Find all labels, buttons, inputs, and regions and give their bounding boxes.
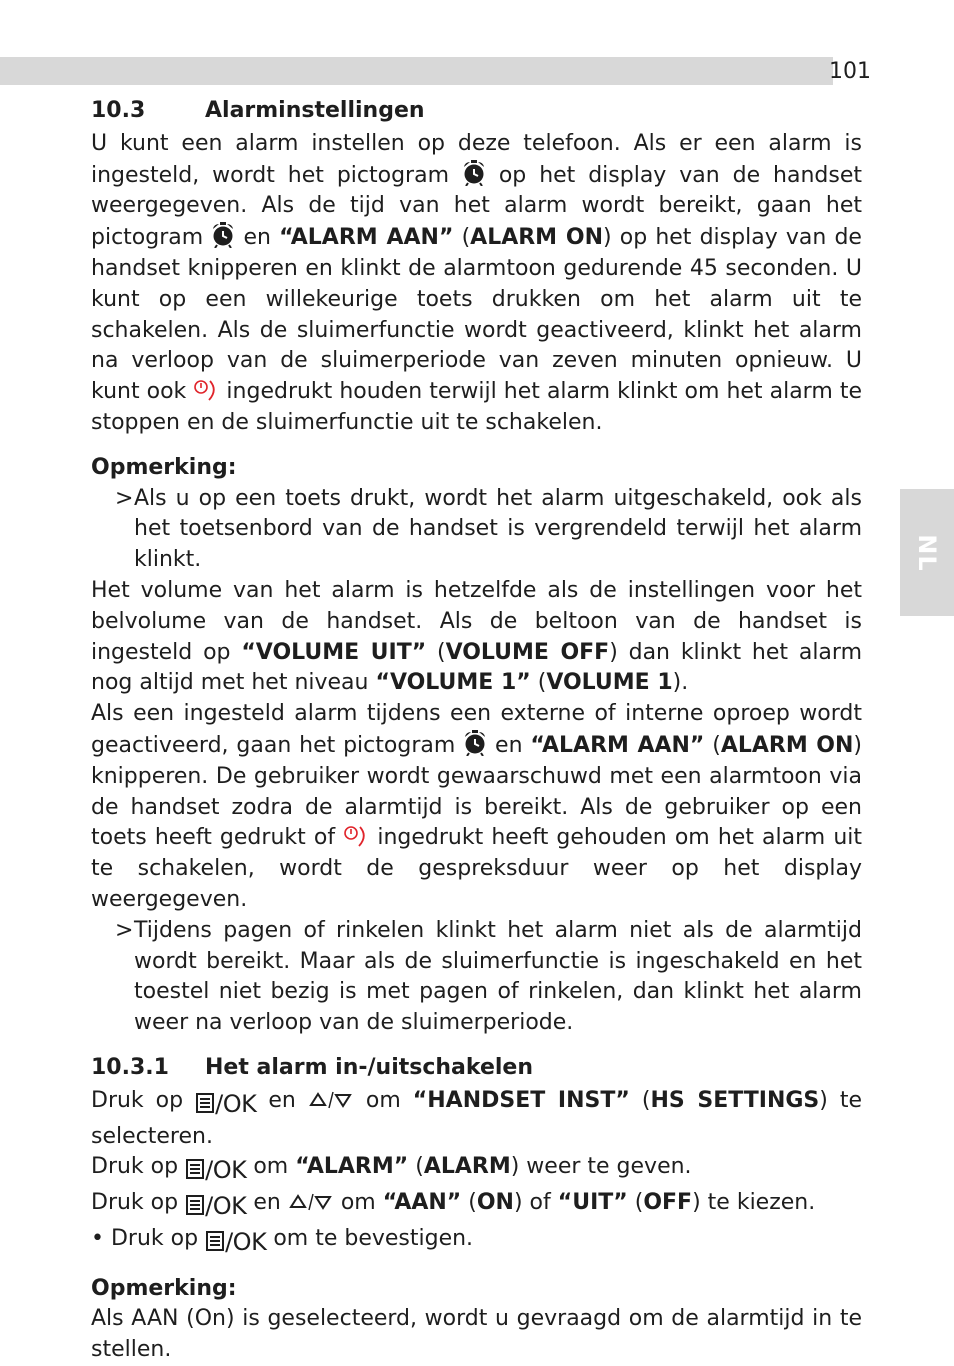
language-tab bbox=[900, 489, 954, 616]
language-tab-label: NL bbox=[913, 533, 941, 572]
subsection-number: 10.3.1 bbox=[91, 1054, 169, 1080]
paragraph-volume: Het volume van het alarm is hetzelfde als de instellingen voor het belvolume van de handset. Als de beltoon van de handset is ingesteld op “VOLUME UIT” (VOLUME OFF) dan klinkt het alarm nog altijd met het niveau “VOLUME 1” (VOLUME 1). bbox=[91, 577, 862, 696]
up-down-arrow-icon bbox=[288, 1191, 334, 1213]
header-bar bbox=[0, 57, 833, 85]
menu-ok-key-icon: /OK bbox=[185, 1157, 246, 1188]
subsection-title: Het alarm in-/uitschakelen bbox=[205, 1054, 533, 1080]
step-1: Druk op /OK en om “HANDSET INST” (HS SETTINGS) te selecteren. bbox=[91, 1087, 863, 1149]
paging-note-marker: > bbox=[115, 917, 134, 943]
bullet-dot: • bbox=[91, 1225, 104, 1251]
note-marker: > bbox=[115, 485, 134, 511]
note-title: Opmerking: bbox=[91, 454, 237, 480]
paragraph-during-call: Als een ingesteld alarm tijdens een externe of interne oproep wordt geactiveerd, gaan het pictogram en “ALARM AAN” (ALARM ON) knipperen. De gebruiker wordt gewaarschuwd met een alarmtoon via de handset zodra de alarmtijd is bereikt. Als de gebruiker op een toets heeft gedrukt of ingedrukt heeft gehouden om het alarm uit te schakelen, wordt de gespreksduur weer op het display weergegeven. bbox=[91, 701, 863, 912]
note-item bbox=[91, 484, 862, 576]
up-down-arrow-icon bbox=[308, 1089, 354, 1111]
section-heading bbox=[91, 96, 862, 127]
menu-ok-key-icon: /OK bbox=[195, 1091, 256, 1122]
power-end-key-icon bbox=[193, 378, 219, 402]
alarm-clock-icon bbox=[463, 730, 487, 756]
page-content bbox=[91, 96, 862, 1366]
step-2: Druk op /OK om “ALARM” (ALARM) weer te geven. bbox=[91, 1152, 862, 1188]
step-4: • Druk op /OK om te bevestigen. bbox=[91, 1224, 862, 1260]
subsection-heading bbox=[91, 1053, 862, 1084]
power-end-key-icon bbox=[343, 824, 369, 848]
paragraph-alarm-intro: U kunt een alarm instellen op deze telefoon. Als er een alarm is ingesteld, wordt het pictogram op het display van de handset weergegeven. Als de tijd van het alarm wordt bereikt, gaan het pictogram en “ALARM AAN” (ALARM ON) op het display van de handset knipperen en klinkt de alarmtoon gedurende 45 seconden. U kunt op een willekeurige toets drukken om het alarm uit te schakelen. Als de sluimerfunctie wordt geactiveerd, klinkt het alarm na verloop van de sluimerperiode van zeven minuten opnieuw. U kunt ook ingedrukt houden terwijl het alarm klinkt om het alarm te stoppen en de sluimerfunctie uit te schakelen. bbox=[91, 130, 862, 435]
section-title: Alarminstellingen bbox=[205, 98, 425, 123]
alarm-clock-icon bbox=[462, 160, 486, 186]
note-text: Als u op een toets drukt, wordt het alarm uitgeschakeld, ook als het toetsenbord van de handset is vergrendeld terwijl het alarm klinkt. bbox=[134, 485, 862, 573]
note-text-2: Als AAN (On) is geselecteerd, wordt u gevraagd om de alarmtijd in te stellen. bbox=[91, 1306, 862, 1363]
page-number: 101 bbox=[829, 59, 871, 84]
step-3: Druk op /OK en om “AAN” (ON) of “UIT” (OFF) te kiezen. bbox=[91, 1188, 862, 1224]
menu-ok-key-icon: /OK bbox=[205, 1229, 266, 1260]
alarm-clock-icon bbox=[211, 222, 235, 248]
menu-ok-key-icon: /OK bbox=[185, 1193, 246, 1224]
note-title-2: Opmerking: bbox=[91, 1275, 237, 1301]
paging-note-text: Tijdens pagen of rinkelen klinkt het alarm niet als de alarmtijd wordt bereikt. Maar als de sluimerfunctie is ingeschakeld en het toestel niet bezig is met pagen of rinkelen, dan klinkt het alarm weer na verloop van de sluimerperiode. bbox=[134, 917, 862, 1036]
section-number: 10.3 bbox=[91, 98, 146, 123]
paging-note-item bbox=[91, 916, 862, 1039]
